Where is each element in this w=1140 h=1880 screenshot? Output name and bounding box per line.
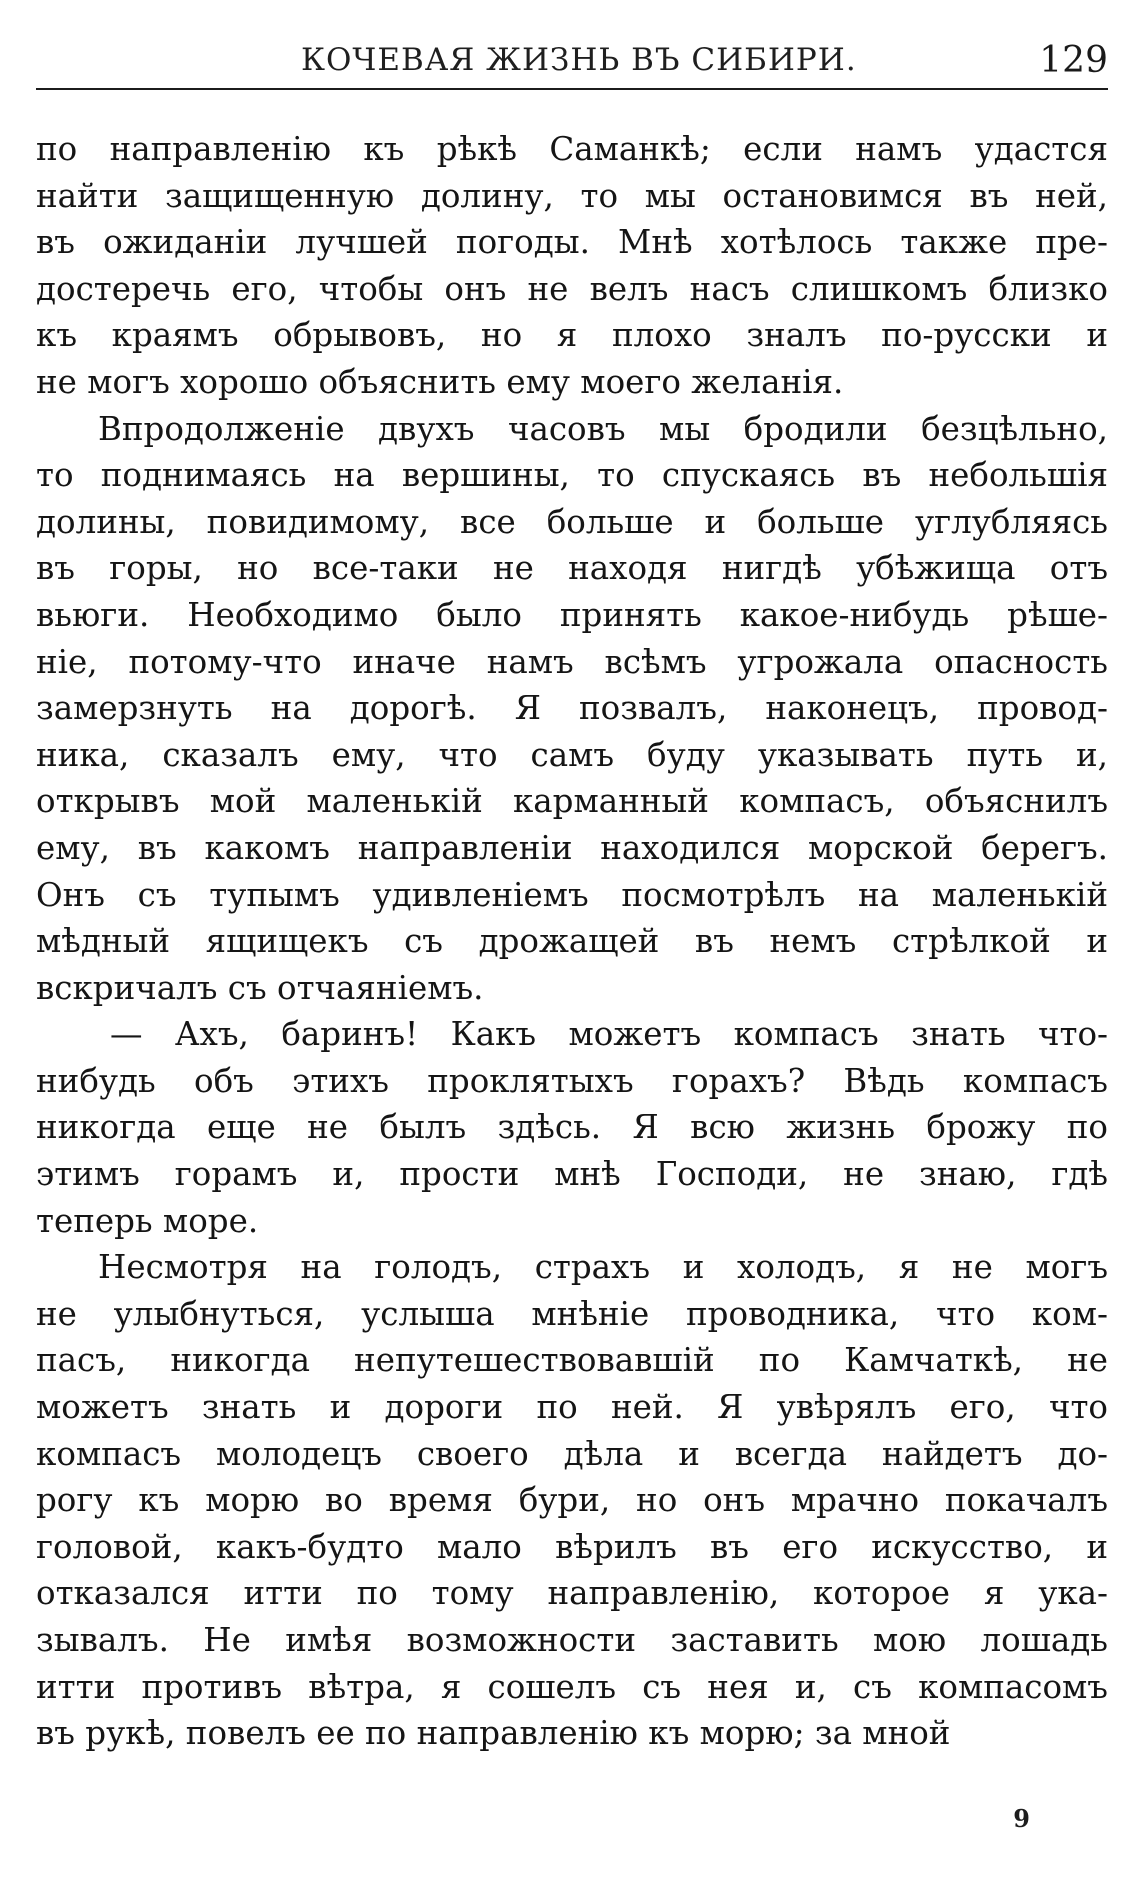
dialogue-paragraph bbox=[36, 1011, 1108, 1244]
text-line: Впродолженіе двухъ часовъ мы бродили безцѣльно, bbox=[98, 409, 1108, 448]
text-line: пасъ, никогда непутешествовавшій по Камчаткѣ, не bbox=[36, 1341, 1108, 1380]
signature-mark: 9 bbox=[1013, 1804, 1030, 1833]
text-line: итти противъ вѣтра, я сошелъ съ нея и, съ компасомъ bbox=[36, 1667, 1108, 1706]
page-number: 129 bbox=[1039, 40, 1108, 81]
text-line: ника, сказалъ ему, что самъ буду указывать путь и, bbox=[36, 735, 1108, 774]
text-line: рогу къ морю во время бури, но онъ мрачно покачалъ bbox=[36, 1481, 1108, 1520]
text-line: достеречь его, чтобы онъ не велъ насъ слишкомъ близко bbox=[36, 269, 1108, 308]
paragraph-4 bbox=[36, 1244, 1108, 1757]
text-line: то поднимаясь на вершины, то спускаясь въ небольшія bbox=[36, 456, 1108, 495]
text-line: долины, повидимому, все больше и больше углубляясь bbox=[36, 502, 1108, 541]
running-title: КОЧЕВАЯ ЖИЗНЬ ВЪ СИБИРИ. bbox=[301, 42, 857, 78]
text-line: мѣдный ящищекъ съ дрожащей въ немъ стрѣлкой и bbox=[36, 922, 1108, 961]
text-line: Несмотря на голодъ, страхъ и холодъ, я не могъ bbox=[98, 1248, 1108, 1287]
text-line: никогда еще не былъ здѣсь. Я всю жизнь брожу по bbox=[36, 1108, 1108, 1147]
text-line: къ краямъ обрывовъ, но я плохо зналъ по-русски и bbox=[36, 316, 1108, 355]
text-line: найти защищенную долину, то мы остановимся въ ней, bbox=[36, 176, 1108, 215]
text-line: по направленію къ рѣкѣ Саманкѣ; если намъ удастся bbox=[36, 130, 1108, 168]
text-line: ніе, потому-что иначе намъ всѣмъ угрожала опасность bbox=[36, 642, 1108, 681]
text-line: нибудь объ этихъ проклятыхъ горахъ? Вѣдь компасъ bbox=[36, 1061, 1108, 1100]
text-line: въ горы, но все-таки не находя нигдѣ убѣжища отъ bbox=[36, 549, 1108, 588]
page-text bbox=[36, 126, 1108, 1757]
text-line: открывъ мой маленькій карманный компасъ, объяснилъ bbox=[36, 782, 1108, 821]
text-line: не могъ хорошо объяснить ему моего желанія. bbox=[36, 362, 844, 401]
text-line: не улыбнуться, услыша мнѣніе проводника, что ком- bbox=[36, 1294, 1108, 1333]
text-line: въ ожиданіи лучшей погоды. Мнѣ хотѣлось также пре- bbox=[36, 223, 1108, 262]
text-line: можетъ знать и дороги по ней. Я увѣрялъ его, что bbox=[36, 1388, 1108, 1427]
text-line: компасъ молодецъ своего дѣла и всегда найдетъ до- bbox=[36, 1434, 1108, 1473]
text-line: этимъ горамъ и, прости мнѣ Господи, не знаю, гдѣ bbox=[36, 1155, 1108, 1194]
paragraph-2 bbox=[36, 406, 1108, 1012]
text-line: ему, въ какомъ направленіи находился морской берегъ. bbox=[36, 828, 1108, 867]
book-page bbox=[36, 38, 1108, 1858]
text-line: замерзнуть на дорогѣ. Я позвалъ, наконецъ, провод- bbox=[36, 689, 1108, 728]
paragraph-1 bbox=[36, 126, 1108, 406]
text-line: отказался итти по тому направленію, которое я ука- bbox=[36, 1574, 1108, 1613]
text-line: въ рукѣ, повелъ ее по направленію къ морю; за мной bbox=[36, 1714, 951, 1753]
text-line: головой, какъ-будто мало вѣрилъ въ его искусство, и bbox=[36, 1527, 1108, 1566]
text-line: зывалъ. Не имѣя возможности заставить мою лошадь bbox=[36, 1621, 1108, 1659]
text-line: вскричалъ съ отчаяніемъ. bbox=[36, 968, 484, 1007]
dialogue-line: — Ахъ, баринъ! Какъ можетъ компасъ знать что- bbox=[110, 1015, 1108, 1054]
running-header bbox=[36, 38, 1108, 90]
text-line: вьюги. Необходимо было принять какое-нибудь рѣше- bbox=[36, 595, 1108, 634]
text-line: Онъ съ тупымъ удивленіемъ посмотрѣлъ на маленькій bbox=[36, 875, 1108, 914]
text-line: теперь море. bbox=[36, 1201, 259, 1240]
